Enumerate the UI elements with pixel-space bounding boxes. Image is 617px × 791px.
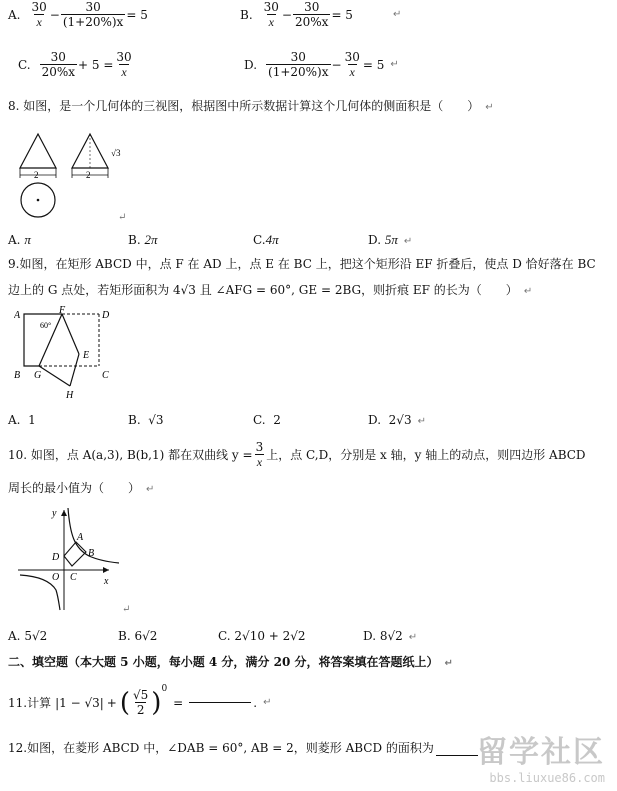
q7-option-c: C. $\frac{30}{20\%x}$ + 5 = $\frac{30}{x}$ [18, 50, 132, 79]
svg-text:x: x [104, 576, 109, 587]
top-view-center [37, 199, 40, 202]
svg-text:F: F [59, 306, 66, 316]
svg-text:D: D [102, 310, 110, 321]
q7-option-d-label: D. [244, 57, 258, 72]
quadrilateral-abcd [64, 542, 86, 566]
q7-option-d: D. $\frac{30}{(1+20\%)x}$ − $\frac{30}{x}$ = 5 ↵ [244, 50, 399, 79]
svg-text:y: y [52, 508, 57, 519]
front-dim-label: 2 [34, 170, 39, 180]
q7-option-a: A. $\frac{30}{x}$ − $\frac{30}{(1+20\%)x}$ = 5 [8, 0, 148, 29]
segment-gh [39, 366, 70, 386]
svg-text:C: C [70, 572, 77, 583]
svg-text:D: D [52, 552, 60, 563]
q9-question-line1: 9.如图，在矩形 ABCD 中，点 F 在 AD 上，点 E 在 BC 上，把这个矩形沿 EF 折叠后，使点 D 恰好落在 BC [8, 257, 596, 271]
svg-text:H: H [66, 390, 74, 400]
side-dim-label: 2 [86, 170, 91, 180]
svg-text:A: A [77, 532, 84, 543]
svg-text:C: C [102, 370, 109, 381]
section2-title: 二、填空题（本大题 5 小题，每小题 4 分，满分 20 分，将答案填在答题纸上） ↵ [8, 655, 453, 669]
q7-option-c-label: C. [18, 57, 31, 72]
svg-text:A: A [14, 310, 21, 321]
site-watermark: 留学社区 bbs.liuxue86.com [477, 735, 605, 785]
svg-text:O: O [52, 572, 60, 583]
q8-question: 8. 如图，是一个几何体的三视图，根据图中所示数据计算这个几何体的侧面积是（ ） ↵ [8, 99, 494, 113]
q7-option-a-label: A. [8, 7, 21, 22]
q12-answer-blank [436, 755, 478, 756]
q12-question: 12.如图，在菱形 ABCD 中，∠DAB = 60°, AB = 2，则菱形 ABCD 的面积为 [8, 740, 478, 756]
fold-line-ef [62, 314, 79, 354]
q10-question-line1: 10. 如图，点 A(a,3), B(b,1) 都在双曲线 y = $\frac{3}{x}$ 上，点 C,D，分别是 x 轴，y 轴上的动点，则四边形 ABCD [8, 440, 586, 469]
segment-he [70, 354, 79, 386]
q9-question-line2: 边上的 G 点处，若矩形面积为 4√3 且 ∠AFG = 60°, GE = 2BG，则折痕 EF 的长为（ ） ↵ [8, 283, 533, 297]
q7-a-frac1: $\frac{30}{x}$ [31, 0, 47, 29]
svg-text:B: B [88, 548, 95, 559]
svg-text:G: G [34, 370, 42, 381]
q10-question-line2: 周长的最小值为（ ） ↵ [8, 481, 155, 495]
svg-text:60°: 60° [40, 321, 52, 330]
svg-text:↵: ↵ [118, 212, 127, 223]
q10-hyperbola-figure [14, 504, 139, 614]
q7-option-b: B. $\frac{30}{x}$ − $\frac{30}{20\%x}$ = 5 ↵ [240, 0, 402, 29]
svg-text:E: E [83, 350, 90, 361]
height-dim-label: √3 [111, 148, 121, 158]
q11-answer-blank [189, 702, 251, 703]
q8-three-view-figure [14, 128, 134, 223]
q7-a-frac2: $\frac{30}{(1+20\%)x}$ [62, 0, 124, 29]
q11-question: 11.计算 |1 − √3| + ( $\frac{√5}{2}$ ) 0 = . ↵ [8, 683, 272, 718]
q7-option-b-label: B. [240, 7, 253, 22]
q9-rectangle-fold-figure [14, 306, 124, 400]
front-view-triangle [20, 134, 56, 168]
svg-text:B: B [14, 370, 21, 381]
svg-text:↵: ↵ [122, 604, 131, 614]
